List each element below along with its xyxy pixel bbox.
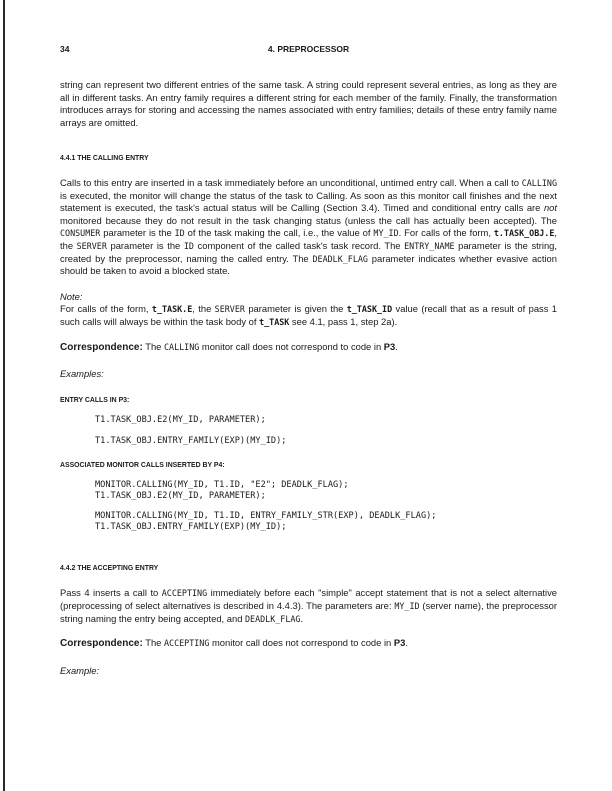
code-line: MONITOR.CALLING(MY_ID, T1.ID, "E2"; DEADLK_FLAG); bbox=[95, 479, 349, 490]
correspondence-accepting: Correspondence: The ACCEPTING monitor call does not correspond to code in P3. bbox=[60, 637, 408, 650]
code-line: T1.TASK_OBJ.ENTRY_FAMILY(EXP)(MY_ID); bbox=[95, 521, 287, 532]
code-line: MONITOR.CALLING(MY_ID, T1.ID, ENTRY_FAMILY_STR(EXP), DEADLK_FLAG); bbox=[95, 510, 437, 521]
page-header bbox=[60, 44, 557, 58]
note-label: Note: bbox=[60, 290, 83, 302]
intro-paragraph: string can represent two different entries of the same task. A string could represent several entries, as long as they are all in different tasks. An entry family requires a different string for each member of the family. Finally, the transformation introduces arrays for storing and accessing the names associated with entry families; details of these entry family name arrays are omitted. bbox=[60, 79, 557, 128]
page-number: 34 bbox=[60, 44, 70, 54]
page-body bbox=[60, 79, 557, 677]
calling-entry-paragraph: Calls to this entry are inserted in a task immediately before an unconditional, untimed entry call. When a call to CALLING is executed, the monitor will change the status of the task to Calling. As soon as this monitor call finishes and the next statement is executed, the task's actual status will be Calling (Section 3.4). Timed and conditional entry calls are not monitored because they do not result in the task changing status (unless the call has actually been accepted). The CONSUMER parameter is the ID of the task making the call, i.e., the value of MY_ID. For calls of the form, t.TASK_OBJ.E, the SERVER parameter is the ID component of the called task's task record. The ENTRY_NAME parameter is the string, created by the preprocessor, naming the called entry. The DEADLK_FLAG parameter indicates whether evasive action should be taken to avoid a blocked state. bbox=[60, 176, 558, 277]
section-heading-4-4-2: 4.4.2 THE ACCEPTING ENTRY bbox=[60, 564, 159, 572]
section-heading-4-4-1: 4.4.1 THE CALLING ENTRY bbox=[60, 155, 149, 163]
accepting-entry-paragraph: Pass 4 inserts a call to ACCEPTING immediately before each "simple" accept statement that is not a select alternative (preprocessing of select alternatives is described in 4.4.3). The parameters are: MY_ID (server name), the preprocessor string naming the entry being accepted, and DEADLK_FLAG. bbox=[60, 587, 557, 624]
code-line: T1.TASK_OBJ.E2(MY_ID, PARAMETER); bbox=[95, 415, 266, 426]
correspondence-calling: Correspondence: The CALLING monitor call does not correspond to code in P3. bbox=[60, 340, 398, 353]
code-line: T1.TASK_OBJ.ENTRY_FAMILY(EXP)(MY_ID); bbox=[95, 436, 287, 447]
entry-calls-heading: ENTRY CALLS IN P3: bbox=[60, 396, 130, 404]
page-edge-rule bbox=[3, 0, 5, 791]
running-head: 4. PREPROCESSOR bbox=[267, 44, 350, 54]
monitor-calls-heading: ASSOCIATED MONITOR CALLS INSERTED BY P4: bbox=[60, 462, 225, 470]
examples-label: Examples: bbox=[60, 368, 104, 380]
example-label: Example: bbox=[60, 664, 100, 676]
note-paragraph: For calls of the form, t_TASK.E, the SERVER parameter is given the t_TASK_ID value (recall that as a result of pass 1 such calls will always be within the task body of t_TASK see 4.1, pass 1, step 2a). bbox=[60, 303, 557, 327]
code-line: T1.TASK_OBJ.E2(MY_ID, PARAMETER); bbox=[95, 490, 266, 501]
